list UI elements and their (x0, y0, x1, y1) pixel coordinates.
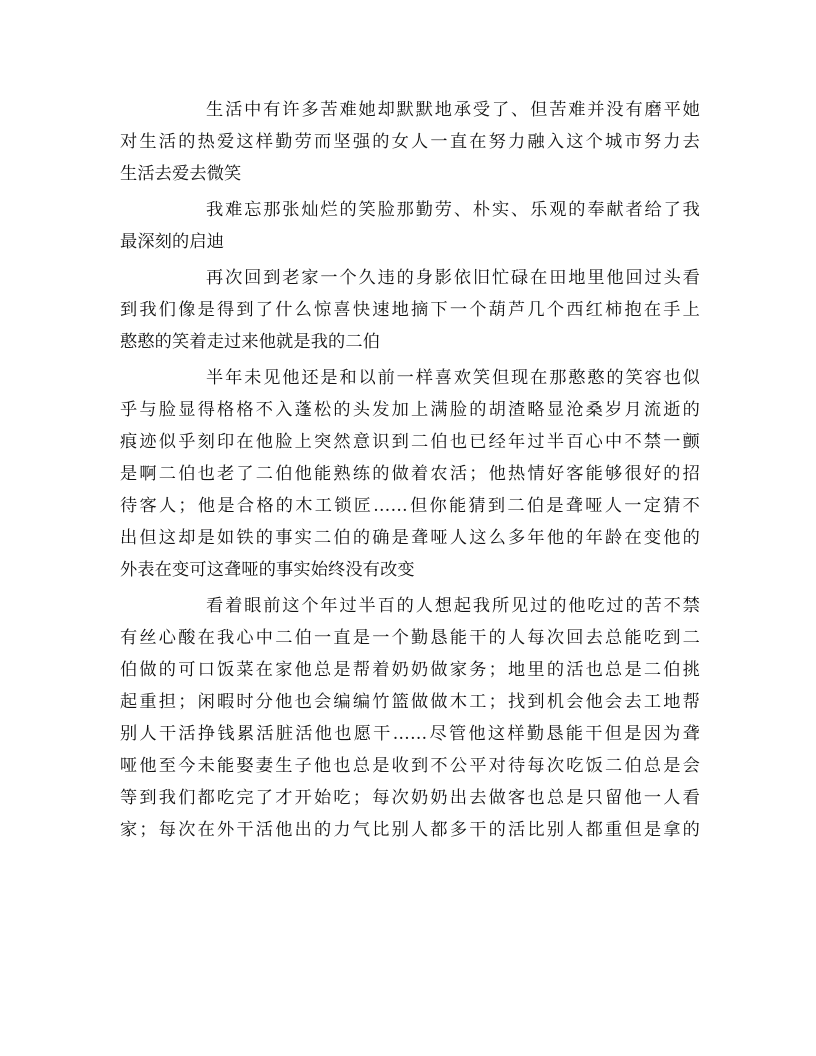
text-line: 憨憨的笑着走过来他就是我的二伯 (120, 332, 381, 352)
text-line: 最深刻的启迪 (120, 232, 225, 252)
document-body (120, 94, 700, 850)
text-line: 家；每次在外干活他出的力气比别人都多干的活比别人都重但是拿的 (120, 820, 700, 840)
text-line: 生活中有许多苦难她却默默地承受了、但苦难并没有磨平她 (206, 100, 700, 120)
text-line: 半年未见他还是和以前一样喜欢笑但现在那憨憨的笑容也似 (206, 368, 700, 388)
text-line: 生活去爱去微笑 (120, 164, 242, 184)
text-line: 外表在变可这聋哑的事实始终没有改变 (120, 560, 415, 580)
paragraph-3 (120, 262, 700, 358)
text-line: 再次回到老家一个久违的身影依旧忙碌在田地里他回过头看 (206, 268, 700, 288)
paragraph-4 (120, 362, 700, 586)
text-line: 伯做的可口饭菜在家他总是帮着奶奶做家务；地里的活也总是二伯挑 (120, 660, 700, 680)
text-line: 哑他至今未能娶妻生子他也总是收到不公平对待每次吃饭二伯总是会 (120, 756, 700, 776)
text-line: 起重担；闲暇时分他也会编编竹篮做做木工；找到机会他会去工地帮 (120, 692, 700, 712)
paragraph-1 (120, 94, 700, 190)
text-line: 出但这却是如铁的事实二伯的确是聋哑人这么多年他的年龄在变他的 (120, 528, 700, 548)
text-line: 看着眼前这个年过半百的人想起我所见过的他吃过的苦不禁 (206, 596, 700, 616)
text-line: 我难忘那张灿烂的笑脸那勤劳、朴实、乐观的奉献者给了我 (206, 200, 700, 220)
paragraph-5 (120, 590, 700, 846)
text-line: 乎与脸显得格格不入蓬松的头发加上满脸的胡渣略显沧桑岁月流逝的 (120, 400, 700, 420)
text-line: 对生活的热爱这样勤劳而坚强的女人一直在努力融入这个城市努力去 (120, 132, 700, 152)
paragraph-2 (120, 194, 700, 258)
text-line: 等到我们都吃完了才开始吃；每次奶奶出去做客也总是只留他一人看 (120, 788, 700, 808)
text-line: 有丝心酸在我心中二伯一直是一个勤恳能干的人每次回去总能吃到二 (120, 628, 700, 648)
text-line: 痕迹似乎刻印在他脸上突然意识到二伯也已经年过半百心中不禁一颤 (120, 432, 700, 452)
text-line: 待客人；他是合格的木工锁匠……但你能猜到二伯是聋哑人一定猜不 (120, 496, 700, 516)
text-line: 到我们像是得到了什么惊喜快速地摘下一个葫芦几个西红柿抱在手上 (120, 300, 700, 320)
text-line: 是啊二伯也老了二伯他能熟练的做着农活；他热情好客能够很好的招 (120, 464, 700, 484)
text-line: 别人干活挣钱累活脏活他也愿干……尽管他这样勤恳能干但是因为聋 (120, 724, 700, 744)
